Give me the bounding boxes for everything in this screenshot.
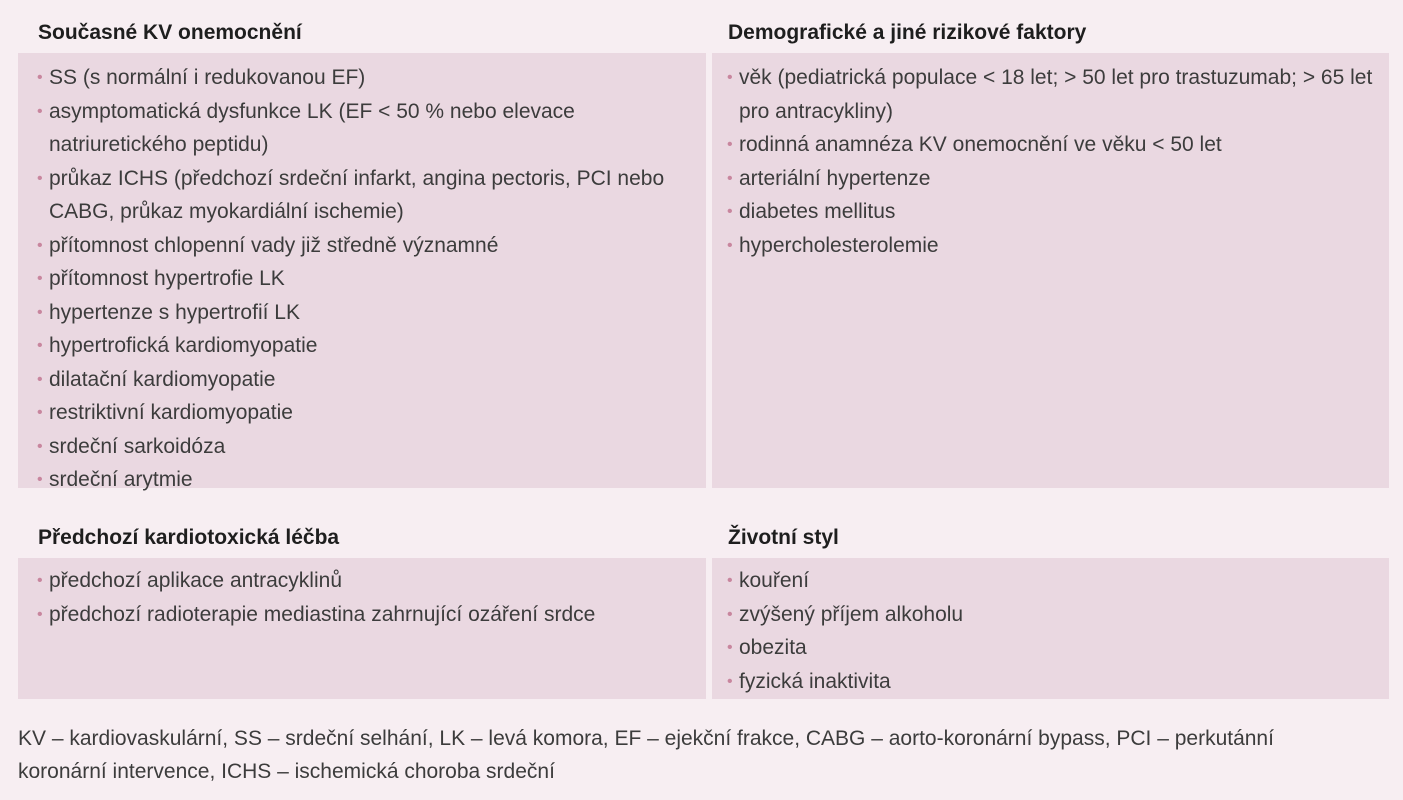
list-item-text: arteriální hypertenze	[739, 166, 931, 190]
list-item	[712, 665, 1389, 699]
bullet-icon: •	[727, 605, 733, 623]
panel-body	[18, 53, 706, 491]
list-item	[712, 162, 1389, 196]
bullet-icon: •	[37, 303, 43, 321]
bullet-icon: •	[37, 236, 43, 254]
list-item	[18, 262, 706, 296]
bullet-icon: •	[37, 337, 43, 354]
bullet-icon: •	[37, 102, 43, 120]
bullet-icon: •	[37, 605, 43, 623]
footnote-abbreviations: KV – kardiovaskulární, SS – srdeční selhání, LK – levá komora, EF – ejekční frakce, CABG – aorto-koronární bypass, PCI – perkutánní koronární intervence, ICHS – ischemická choroba srdeční	[18, 727, 1274, 783]
panel-body	[712, 53, 1389, 488]
bullet-icon: •	[727, 236, 733, 254]
list-item	[712, 195, 1389, 229]
bullet-icon: •	[727, 203, 733, 220]
list-item	[18, 162, 706, 229]
list-item	[18, 229, 706, 263]
list-item-text: obezita	[739, 636, 807, 659]
list-item-text: srdeční sarkoidóza	[49, 434, 226, 458]
list-item-text: dilatační kardiomyopatie	[49, 367, 276, 391]
list-item	[712, 598, 1389, 632]
list-item	[712, 229, 1389, 263]
bullet-icon: •	[727, 136, 733, 153]
list-item	[712, 61, 1389, 128]
panel-current-cv-disease	[18, 18, 706, 491]
list-item-text: zvýšený příjem alkoholu	[739, 602, 964, 626]
panel-lifestyle	[712, 523, 1389, 699]
list-item	[18, 296, 706, 330]
item-list	[712, 564, 1389, 698]
item-list	[18, 564, 706, 631]
list-item-text: SS (s normální i redukovanou EF)	[49, 66, 366, 89]
list-item-text: přítomnost chlopenní vady již středně významné	[49, 233, 499, 257]
item-list	[18, 61, 706, 497]
list-item	[712, 564, 1389, 598]
list-item-text: věk (pediatrická populace < 18 let; > 50 let pro trastuzumab; > 65 let pro antracykliny)	[739, 66, 1373, 123]
list-item	[712, 631, 1389, 665]
bullet-icon: •	[37, 370, 43, 388]
list-item	[712, 128, 1389, 162]
bullet-icon: •	[727, 169, 733, 187]
list-item-text: hypertrofická kardiomyopatie	[49, 334, 318, 357]
bullet-icon: •	[727, 572, 733, 589]
list-item-text: restriktivní kardiomyopatie	[49, 401, 293, 424]
panel-demographic-risk-factors	[712, 18, 1389, 488]
panel-prior-cardiotoxic-therapy	[18, 523, 706, 699]
list-item	[18, 329, 706, 363]
list-item-text: přítomnost hypertrofie LK	[49, 267, 285, 290]
bullet-icon: •	[727, 69, 733, 86]
list-item	[18, 61, 706, 95]
list-item	[18, 463, 706, 497]
list-item-text: předchozí aplikace antracyklinů	[49, 569, 342, 592]
bullet-icon: •	[37, 404, 43, 421]
list-item	[18, 430, 706, 464]
bullet-icon: •	[37, 169, 43, 187]
bullet-icon: •	[727, 639, 733, 656]
list-item-text: kouření	[739, 569, 810, 592]
list-item	[18, 396, 706, 430]
bullet-icon: •	[37, 270, 43, 287]
bullet-icon: •	[37, 69, 43, 86]
list-item-text: předchozí radioterapie mediastina zahrnující ozáření srdce	[49, 602, 596, 626]
list-item	[18, 95, 706, 162]
panel-body	[712, 558, 1389, 699]
panel-title: Předchozí kardiotoxická léčba	[38, 526, 340, 549]
panel-title: Demografické a jiné rizikové faktory	[728, 21, 1087, 44]
panel-title: Současné KV onemocnění	[38, 21, 302, 44]
panel-body	[18, 558, 706, 699]
bullet-icon: •	[727, 672, 733, 690]
list-item-text: fyzická inaktivita	[739, 669, 891, 693]
list-item-text: srdeční arytmie	[49, 468, 193, 491]
list-item-text: rodinná anamnéza KV onemocnění ve věku < 50 let	[739, 133, 1222, 156]
list-item	[18, 564, 706, 598]
list-item-text: hypertenze s hypertrofií LK	[49, 300, 300, 324]
bullet-icon: •	[37, 437, 43, 455]
bullet-icon: •	[37, 471, 43, 488]
item-list	[712, 61, 1389, 262]
list-item-text: asymptomatická dysfunkce LK (EF < 50 % nebo elevace natriuretického peptidu)	[49, 99, 575, 156]
panel-title: Životní styl	[728, 526, 839, 549]
list-item	[18, 598, 706, 632]
list-item-text: diabetes mellitus	[739, 200, 896, 223]
list-item	[18, 363, 706, 397]
bullet-icon: •	[37, 572, 43, 589]
list-item-text: hypercholesterolemie	[739, 233, 939, 257]
list-item-text: průkaz ICHS (předchozí srdeční infarkt, angina pectoris, PCI nebo CABG, průkaz myokardiální ischemie)	[49, 166, 665, 223]
